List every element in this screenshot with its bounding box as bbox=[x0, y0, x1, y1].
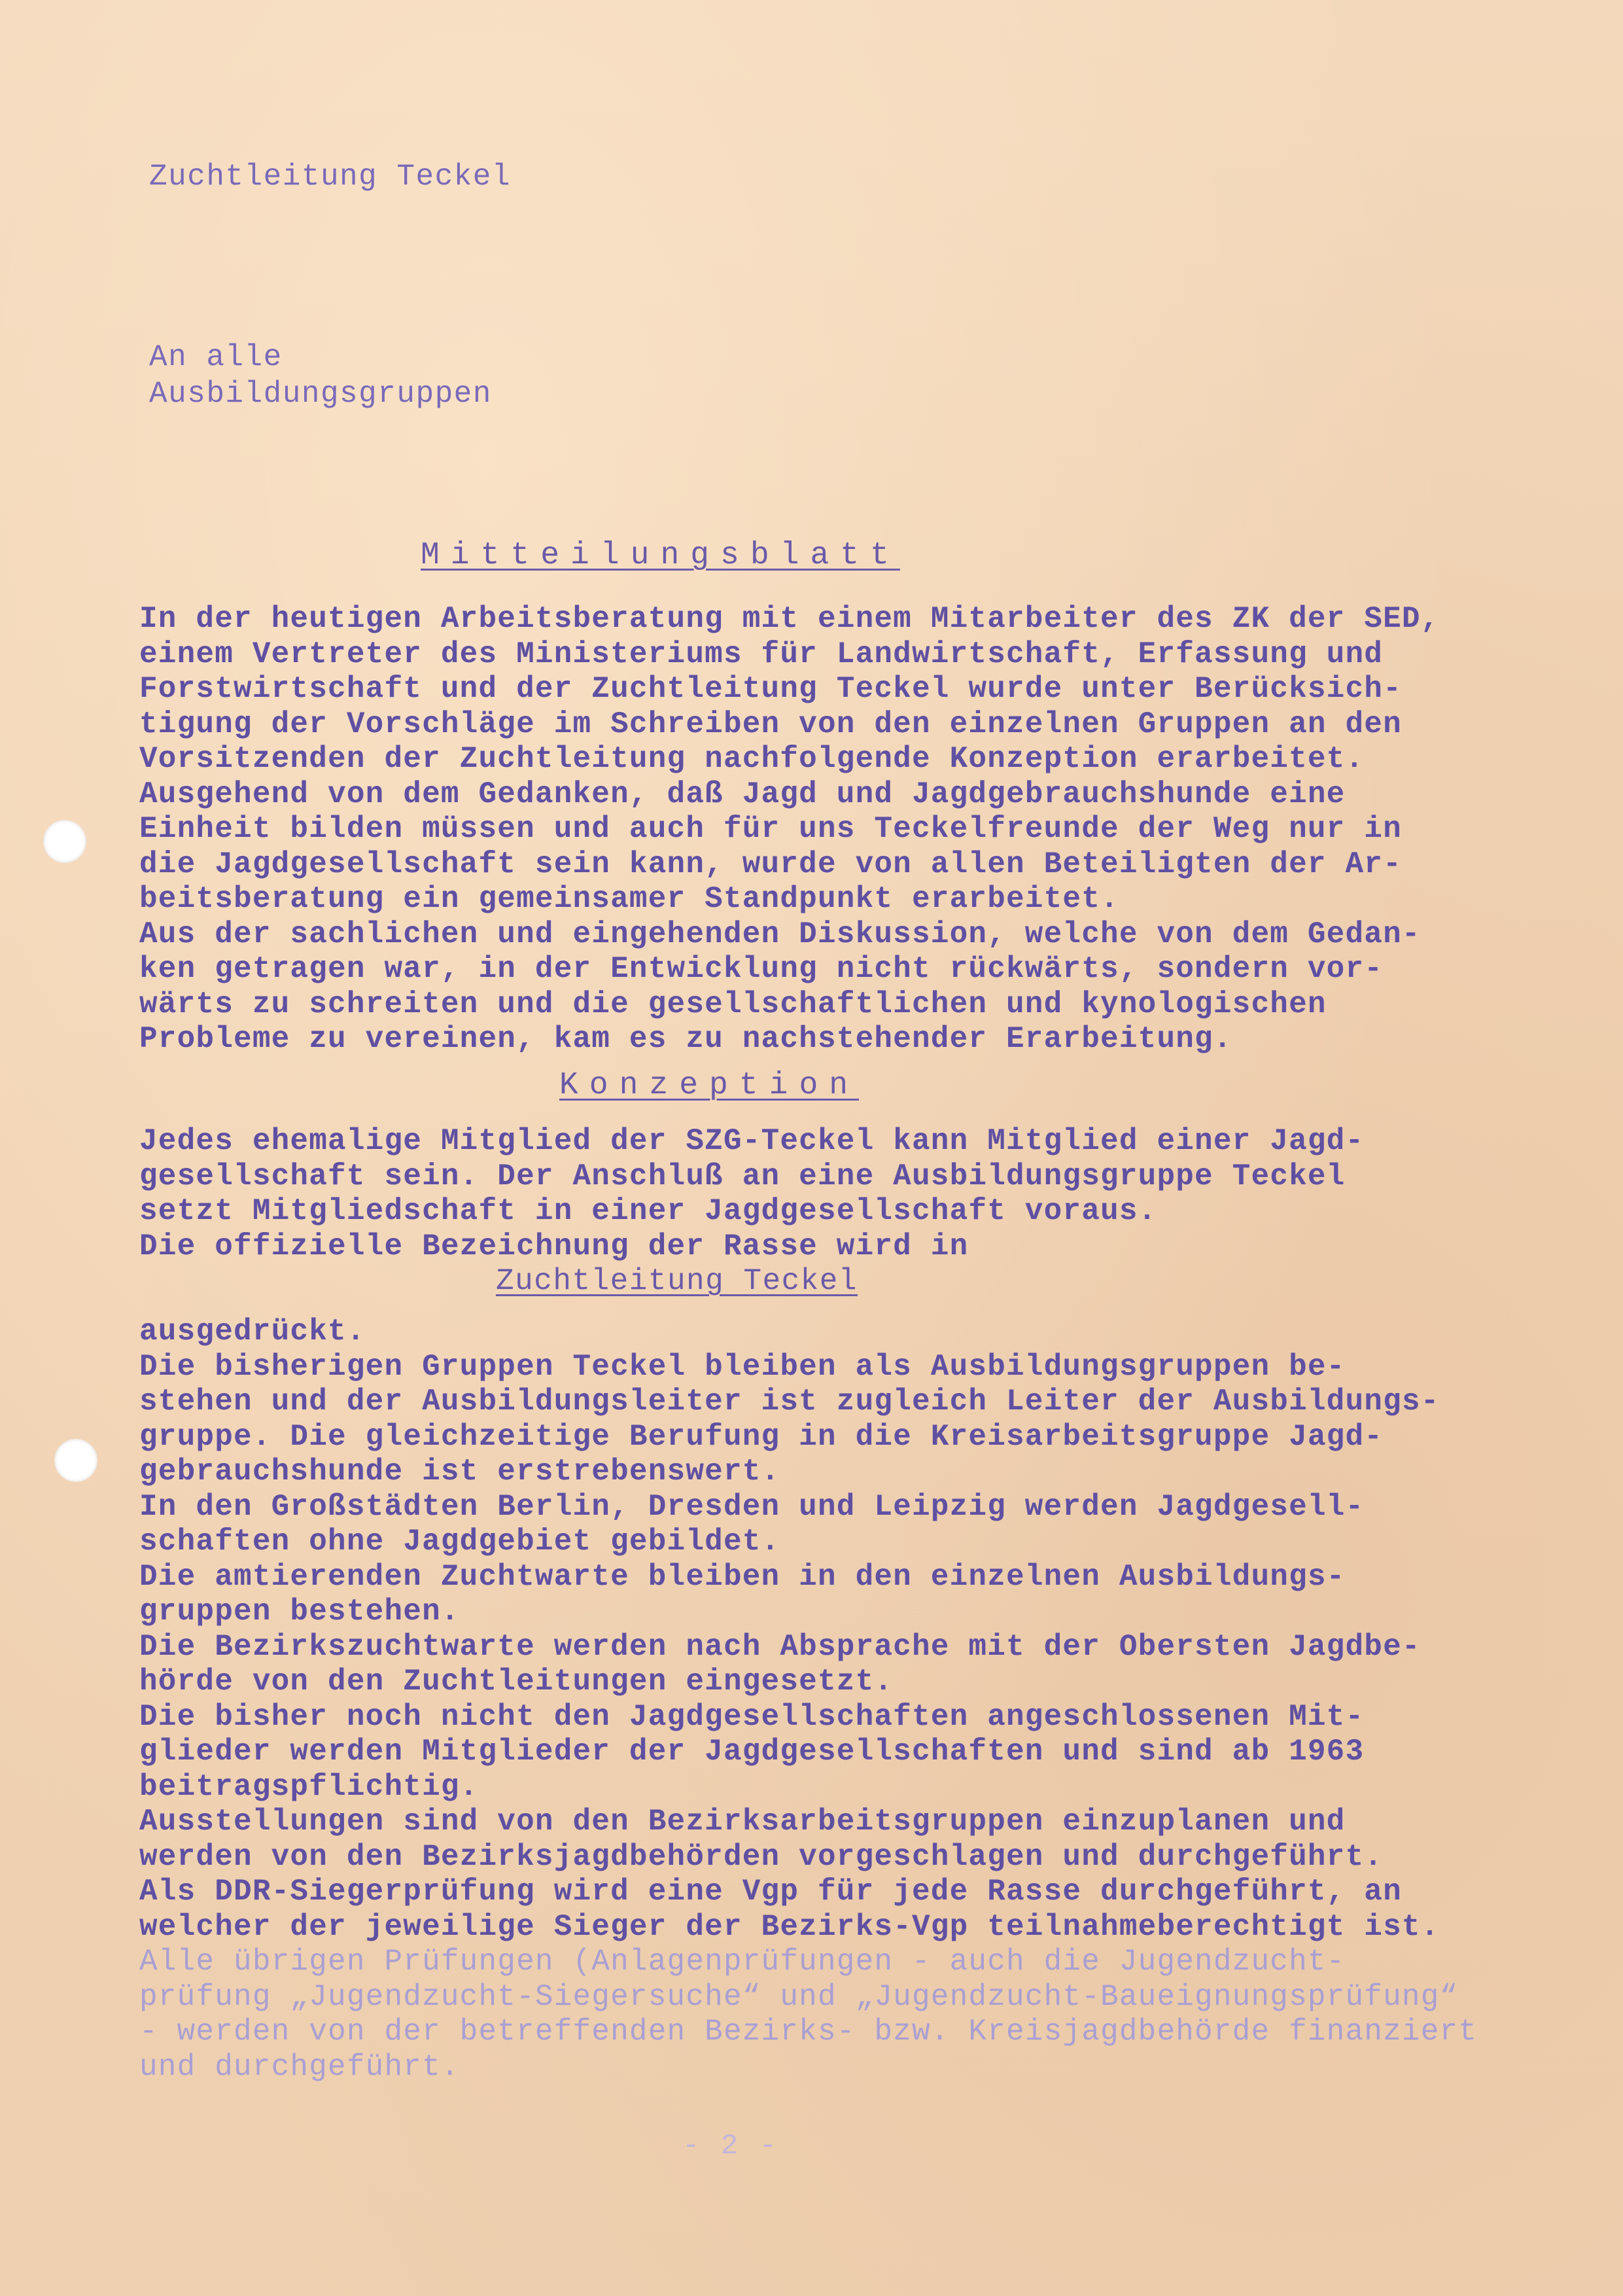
text-line: und durchgeführt. bbox=[139, 2049, 460, 2084]
text-line: In der heutigen Arbeitsberatung mit einem Mitarbeiter des ZK der SED, bbox=[139, 602, 1440, 636]
text-line: wärts zu schreiten und die gesellschaftlichen und kynologischen bbox=[139, 987, 1327, 1021]
intro-paragraph bbox=[139, 602, 1592, 1057]
text-line: gesellschaft sein. Der Anschluß an eine Ausbildungsgruppe Teckel bbox=[139, 1159, 1346, 1193]
text-line: Die amtierenden Zuchtwarte bleiben in den einzelnen Ausbildungs- bbox=[139, 1559, 1346, 1594]
text-line: welcher der jeweilige Sieger der Bezirks-Vgp teilnahmeberechtigt ist. bbox=[139, 1909, 1440, 1944]
recipient-line: Ausbildungsgruppen bbox=[149, 377, 492, 411]
text-line: tigung der Vorschläge im Schreiben von den einzelnen Gruppen an den bbox=[139, 707, 1402, 741]
text-line: die Jagdgesellschaft sein kann, wurde von allen Beteiligten der Ar- bbox=[139, 847, 1402, 881]
text-line: werden von den Bezirksjagdbehörden vorgeschlagen und durchgeführt. bbox=[139, 1839, 1384, 1874]
text-line: ken getragen war, in der Entwicklung nicht rückwärts, sondern vor- bbox=[139, 952, 1384, 986]
text-line: einem Vertreter des Ministeriums für Landwirtschaft, Erfassung und bbox=[139, 637, 1384, 671]
breed-designation: Zuchtleitung Teckel bbox=[496, 1264, 858, 1298]
text-line: gebrauchshunde ist erstrebenswert. bbox=[139, 1455, 780, 1489]
punch-hole bbox=[43, 820, 86, 863]
text-line: hörde von den Zuchtleitungen eingesetzt. bbox=[139, 1665, 894, 1699]
konzeption-body-faded bbox=[139, 1945, 1592, 2085]
text-line: Ausgehend von dem Gedanken, daß Jagd und Jagdgebrauchshunde eine bbox=[139, 777, 1346, 811]
text-line: Die bisher noch nicht den Jagdgesellschaften angeschlossenen Mit- bbox=[139, 1699, 1365, 1734]
page-number: - 2 - bbox=[682, 2130, 779, 2163]
text-line: In den Großstädten Berlin, Dresden und Leipzig werden Jagdgesell- bbox=[139, 1489, 1365, 1524]
text-line: Einheit bilden müssen und auch für uns Teckelfreunde der Weg nur in bbox=[139, 812, 1402, 846]
sender-line: Zuchtleitung Teckel bbox=[149, 160, 511, 194]
punch-hole bbox=[54, 1439, 97, 1482]
text-line: Die Bezirkszuchtwarte werden nach Absprache mit der Obersten Jagdbe- bbox=[139, 1629, 1421, 1664]
text-line: stehen und der Ausbildungsleiter ist zugleich Leiter der Ausbildungs- bbox=[139, 1385, 1440, 1419]
text-line: gruppen bestehen. bbox=[139, 1595, 460, 1629]
text-line: Jedes ehemalige Mitglied der SZG-Teckel kann Mitglied einer Jagd- bbox=[139, 1124, 1365, 1158]
text-line: Die bisherigen Gruppen Teckel bleiben als Ausbildungsgruppen be- bbox=[139, 1349, 1346, 1384]
text-line: Alle übrigen Prüfungen (Anlagenprüfungen - auch die Jugendzucht- bbox=[139, 1945, 1346, 1979]
text-line: glieder werden Mitglieder der Jagdgesellschaften und sind ab 1963 bbox=[139, 1735, 1365, 1769]
section-title: Konzeption bbox=[559, 1068, 860, 1103]
konzeption-body bbox=[139, 1315, 1592, 1945]
text-line: - werden von der betreffenden Bezirks- bzw. Kreisjagdbehörde finanziert bbox=[139, 2015, 1478, 2049]
text-line: ausgedrückt. bbox=[139, 1315, 366, 1349]
text-line: Die offizielle Bezeichnung der Rasse wird in bbox=[139, 1229, 969, 1263]
text-line: Als DDR-Siegerprüfung wird eine Vgp für jede Rasse durchgeführt, an bbox=[139, 1875, 1402, 1909]
konzeption-intro bbox=[139, 1124, 1592, 1264]
text-line: schaften ohne Jagdgebiet gebildet. bbox=[139, 1525, 780, 1559]
text-line: beitragspflichtig. bbox=[139, 1769, 479, 1804]
text-line: gruppe. Die gleichzeitige Berufung in die Kreisarbeitsgruppe Jagd- bbox=[139, 1419, 1384, 1454]
text-line: setzt Mitgliedschaft in einer Jagdgesellschaft voraus. bbox=[139, 1194, 1157, 1228]
text-line: beitsberatung ein gemeinsamer Standpunkt erarbeitet. bbox=[139, 882, 1119, 916]
document-title: Mitteilungsblatt bbox=[421, 538, 900, 573]
text-line: Ausstellungen sind von den Bezirksarbeitsgruppen einzuplanen und bbox=[139, 1805, 1346, 1839]
text-line: Forstwirtschaft und der Zuchtleitung Teckel wurde unter Berücksich- bbox=[139, 672, 1402, 706]
text-line: Aus der sachlichen und eingehenden Diskussion, welche von dem Gedan- bbox=[139, 917, 1421, 951]
text-line: Vorsitzenden der Zuchtleitung nachfolgende Konzeption erarbeitet. bbox=[139, 742, 1365, 776]
text-line: prüfung „Jugendzucht-Siegersuche“ und „Jugendzucht-Baueignungsprüfung“ bbox=[139, 1979, 1459, 2014]
text-line: Probleme zu vereinen, kam es zu nachstehender Erarbeitung. bbox=[139, 1022, 1232, 1056]
recipient-line: An alle bbox=[149, 340, 283, 374]
